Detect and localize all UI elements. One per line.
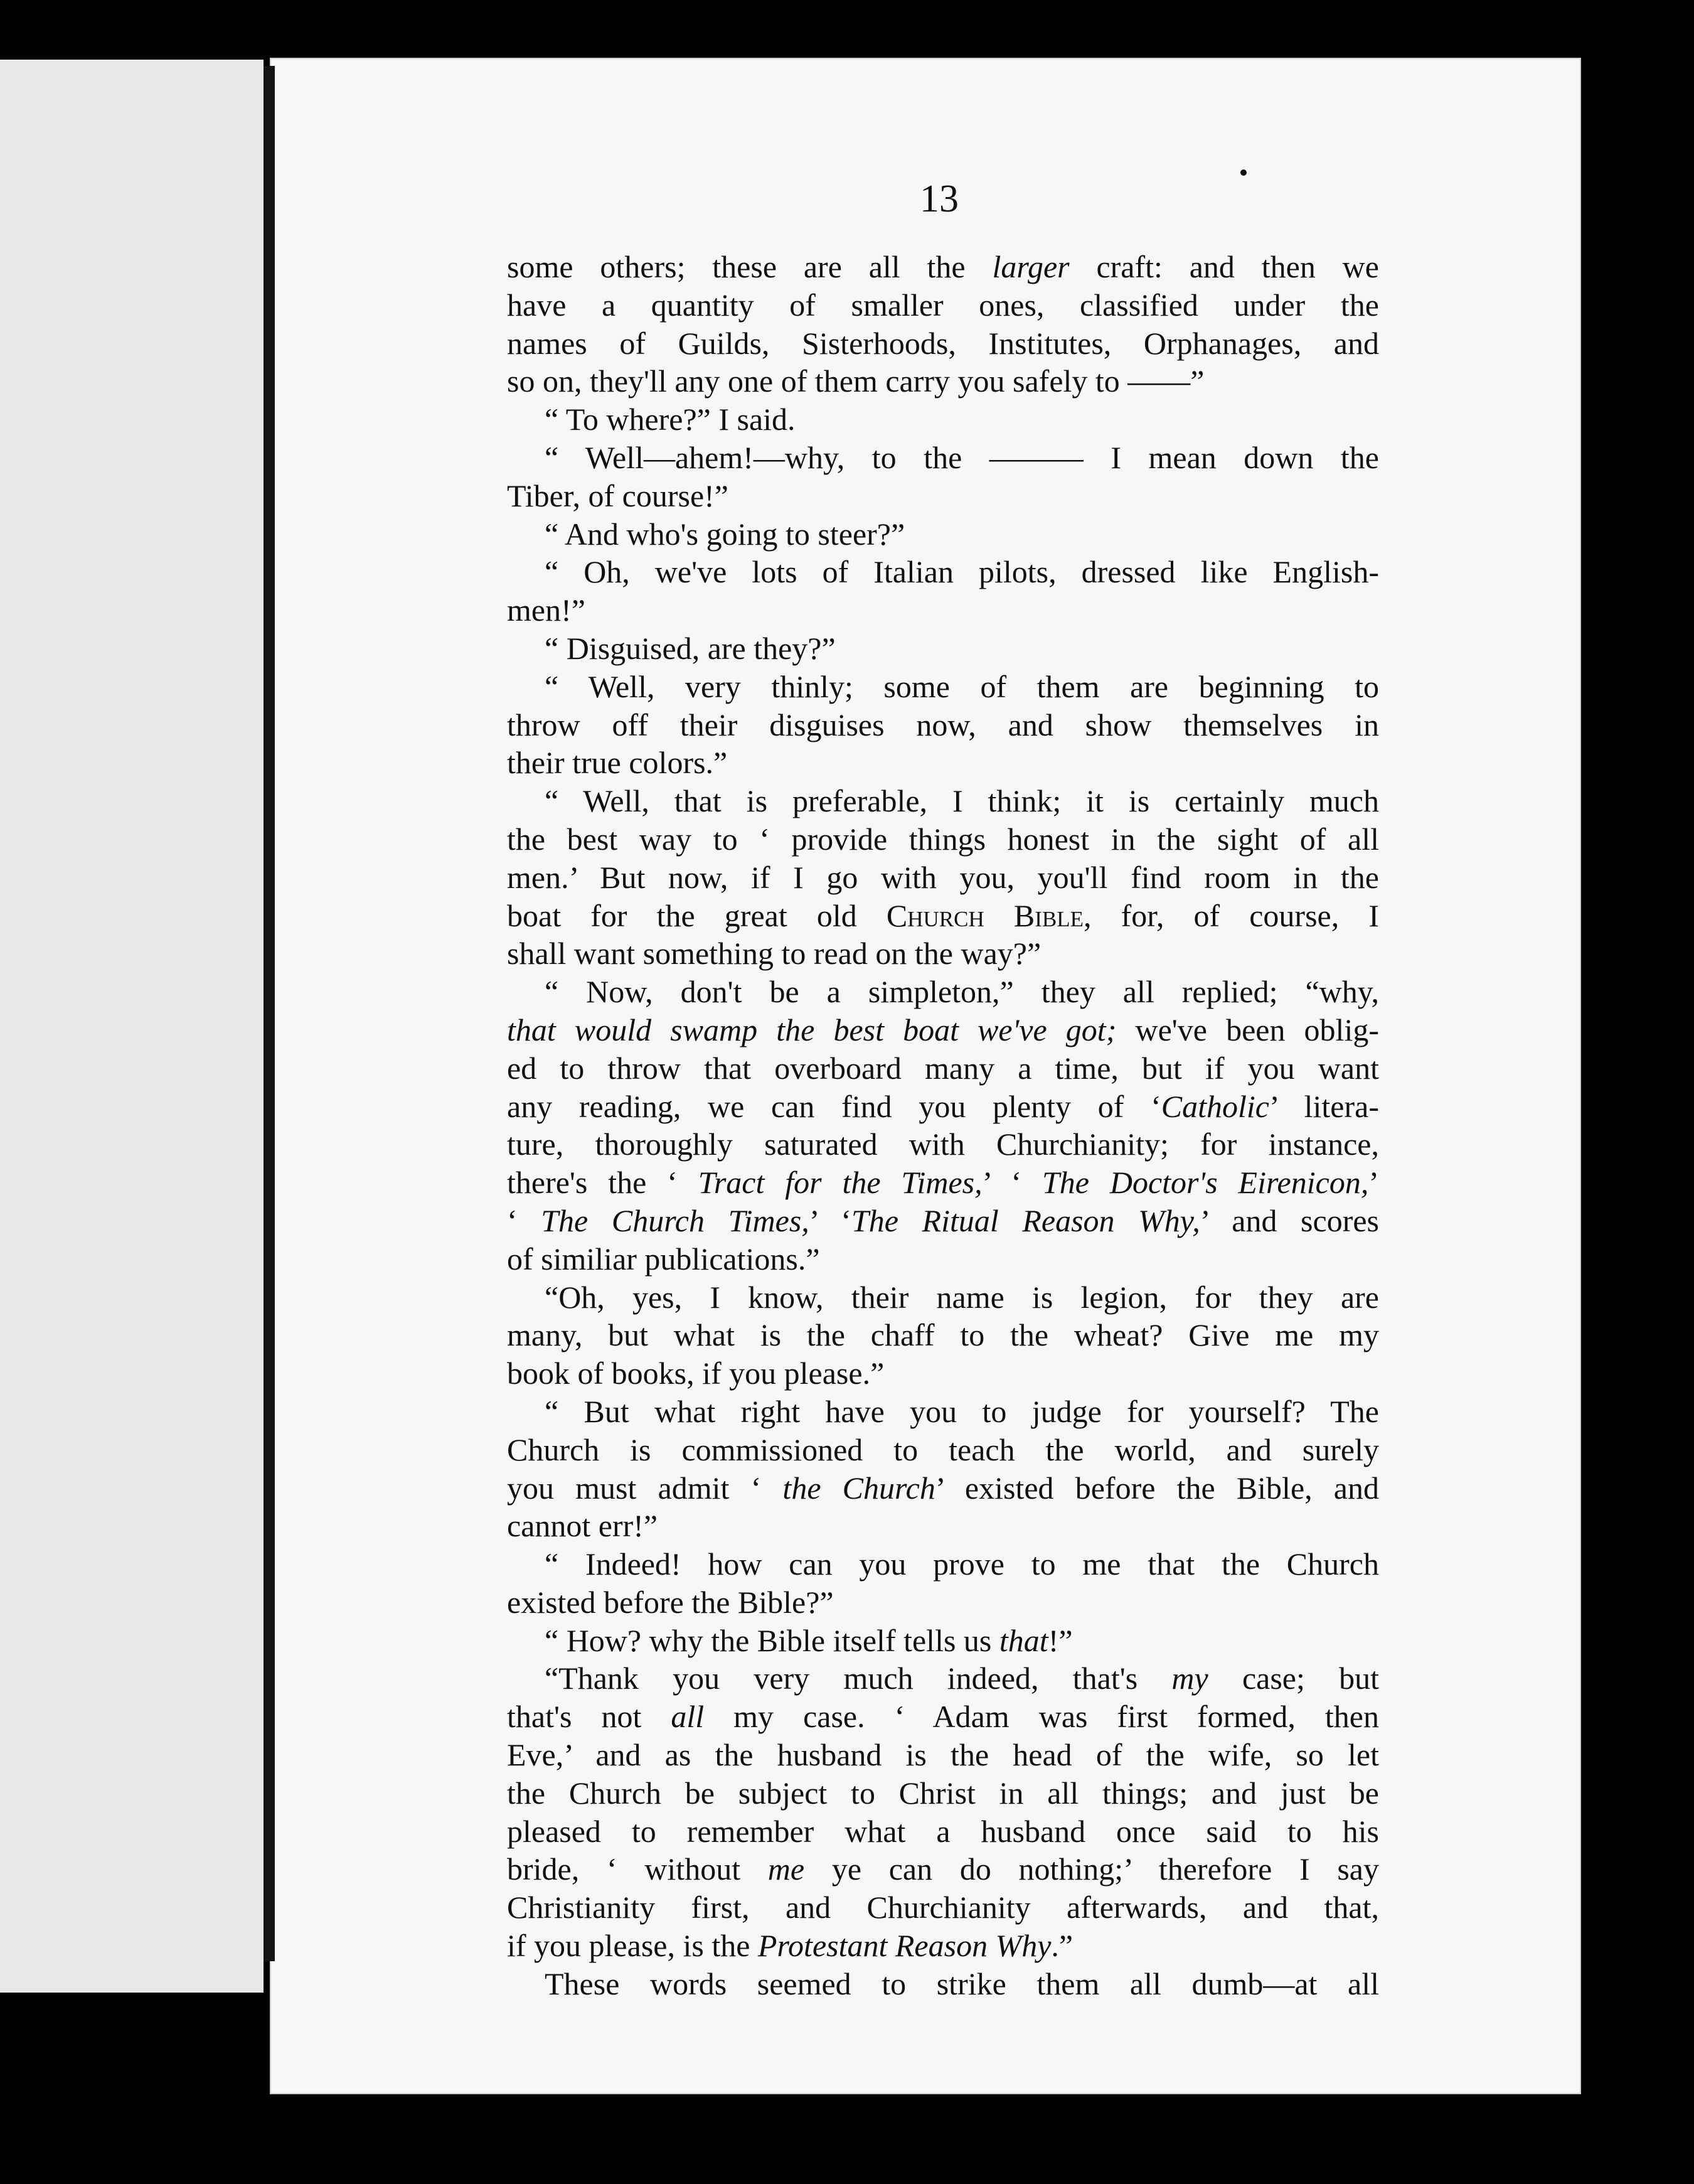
text-segment: “ How? why the Bible itself tells us bbox=[545, 1622, 999, 1658]
text-line bbox=[507, 629, 1379, 668]
text-segment: my case. ‘ Adam was first formed, then bbox=[704, 1699, 1379, 1735]
text-segment: Eve,’ and as the husband is the head of the wife, so let bbox=[507, 1737, 1379, 1773]
text-segment: “ Oh, we've lots of Italian pilots, dressed like English- bbox=[545, 554, 1379, 590]
italic-text: Protestant Reason Why bbox=[757, 1928, 1052, 1964]
text-line bbox=[507, 400, 1379, 439]
text-segment: throw off their disguises now, and show themselves in bbox=[507, 707, 1379, 742]
text-segment: many, but what is the chaff to the wheat? Give me my bbox=[507, 1317, 1379, 1353]
text-line bbox=[507, 1659, 1379, 1698]
text-line bbox=[507, 1431, 1379, 1469]
text-segment: “Oh, yes, I know, their name is legion, for they are bbox=[545, 1279, 1379, 1315]
text-line bbox=[507, 820, 1379, 859]
text-segment: .” bbox=[1051, 1928, 1073, 1964]
text-segment: have a quantity of smaller ones, classified under the bbox=[507, 287, 1379, 323]
text-line bbox=[507, 248, 1379, 286]
text-line bbox=[507, 362, 1379, 400]
italic-text: Catholic bbox=[1161, 1088, 1269, 1124]
text-segment: we've been oblig- bbox=[1116, 1012, 1379, 1047]
text-segment: any reading, we can find you plenty of ‘ bbox=[507, 1088, 1161, 1124]
page-number: 13 bbox=[920, 178, 959, 220]
text-line bbox=[507, 1583, 1379, 1622]
text-segment: ye can do nothing;’ therefore I say bbox=[804, 1851, 1379, 1887]
italic-text: my bbox=[1171, 1661, 1208, 1696]
text-line bbox=[507, 1774, 1379, 1812]
facing-page-edge bbox=[0, 60, 264, 1993]
text-line bbox=[507, 1202, 1379, 1240]
italic-text: that would swamp the best boat we've got; bbox=[507, 1012, 1117, 1047]
text-segment: Church is commissioned to teach the world, and surely bbox=[507, 1432, 1379, 1467]
text-line bbox=[507, 591, 1379, 629]
text-segment: you must admit ‘ bbox=[507, 1470, 783, 1506]
italic-text: The Ritual Reason Why, bbox=[851, 1202, 1200, 1238]
text-line bbox=[507, 286, 1379, 324]
text-line bbox=[507, 1545, 1379, 1583]
text-segment: the best way to ‘ provide things honest in the sight of all bbox=[507, 821, 1379, 857]
text-segment: book of books, if you please.” bbox=[507, 1356, 885, 1391]
text-segment: !” bbox=[1048, 1622, 1073, 1658]
text-line bbox=[507, 744, 1379, 782]
text-line bbox=[507, 1316, 1379, 1354]
text-segment: so on, they'll any one of them carry you safely to ——” bbox=[507, 363, 1205, 399]
text-segment: ed to throw that overboard many a time, but if you want bbox=[507, 1050, 1379, 1086]
text-segment: “ Now, don't be a simpleton,” they all replied; “why, bbox=[545, 974, 1379, 1010]
text-segment: of similiar publications.” bbox=[507, 1241, 820, 1277]
text-line bbox=[507, 1354, 1379, 1393]
text-segment: names of Guilds, Sisterhoods, Institutes, Orphanages, and bbox=[507, 325, 1379, 361]
text-segment: “ Disguised, are they?” bbox=[545, 630, 836, 666]
italic-text: The Doctor's Eirenicon, bbox=[1041, 1165, 1369, 1201]
italic-text: the Church bbox=[782, 1470, 935, 1506]
text-line bbox=[507, 1469, 1379, 1507]
text-line bbox=[507, 934, 1379, 973]
text-line bbox=[507, 897, 1379, 935]
text-line bbox=[507, 553, 1379, 591]
text-segment: existed before the Bible?” bbox=[507, 1584, 834, 1620]
text-line bbox=[507, 324, 1379, 363]
text-line bbox=[507, 859, 1379, 897]
text-segment: pleased to remember what a husband once said to his bbox=[507, 1813, 1379, 1849]
italic-text: me bbox=[767, 1851, 805, 1887]
text-segment: ’ and scores bbox=[1200, 1202, 1379, 1238]
italic-text: all bbox=[671, 1699, 705, 1735]
text-segment: ’ ‘ bbox=[982, 1165, 1042, 1201]
text-segment: their true colors.” bbox=[507, 745, 728, 781]
italic-text: The Church Times, bbox=[541, 1202, 809, 1238]
small-caps-text: Church Bible bbox=[886, 897, 1084, 933]
text-line bbox=[507, 1812, 1379, 1851]
text-line bbox=[507, 1507, 1379, 1545]
text-segment: ’ litera- bbox=[1269, 1088, 1379, 1124]
italic-text: Tract for the Times, bbox=[698, 1165, 983, 1201]
italic-text: that bbox=[999, 1622, 1048, 1658]
text-segment: men.’ But now, if I go with you, you'll find room in the bbox=[507, 859, 1379, 895]
text-segment: Tiber, of course!” bbox=[507, 478, 729, 513]
text-segment: craft: and then we bbox=[1069, 249, 1379, 284]
text-segment: that's not bbox=[507, 1699, 671, 1735]
text-line bbox=[507, 1888, 1379, 1927]
text-segment: “ Indeed! how can you prove to me that the Church bbox=[545, 1546, 1379, 1582]
text-line bbox=[507, 1164, 1379, 1202]
text-line bbox=[507, 1088, 1379, 1126]
text-segment: boat for the great old bbox=[507, 897, 887, 933]
ink-speck bbox=[1240, 169, 1247, 176]
text-line bbox=[507, 1278, 1379, 1317]
text-segment: “ And who's going to steer?” bbox=[545, 516, 905, 552]
text-line bbox=[507, 782, 1379, 820]
text-segment: ‘ bbox=[507, 1202, 541, 1238]
text-segment: cannot err!” bbox=[507, 1508, 658, 1544]
text-segment: men!” bbox=[507, 592, 585, 628]
body-text bbox=[507, 248, 1379, 2003]
text-line bbox=[507, 668, 1379, 706]
text-line bbox=[507, 973, 1379, 1011]
text-line bbox=[507, 1240, 1379, 1278]
text-segment: ture, thoroughly saturated with Churchianity; for instance, bbox=[507, 1127, 1379, 1162]
text-segment: These words seemed to strike them all dumb—at all bbox=[545, 1966, 1379, 2001]
text-line bbox=[507, 515, 1379, 554]
text-line bbox=[507, 477, 1379, 515]
text-segment: “ Well, that is preferable, I think; it is certainly much bbox=[545, 783, 1379, 819]
text-line bbox=[507, 1927, 1379, 1965]
text-segment: ’ bbox=[1368, 1165, 1379, 1201]
text-line bbox=[507, 1622, 1379, 1660]
text-segment: if you please, is the bbox=[507, 1928, 758, 1964]
text-line bbox=[507, 1011, 1379, 1049]
text-segment: case; but bbox=[1208, 1661, 1379, 1696]
text-segment: some others; these are all the bbox=[507, 249, 993, 284]
text-segment: “ Well, very thinly; some of them are beginning to bbox=[545, 668, 1379, 704]
text-line bbox=[507, 1698, 1379, 1736]
text-segment: ’ existed before the Bible, and bbox=[935, 1470, 1380, 1506]
text-segment: “ Well—ahem!—why, to the ——— I mean down the bbox=[545, 439, 1379, 475]
italic-text: larger bbox=[992, 249, 1070, 284]
text-segment: “ To where?” I said. bbox=[545, 402, 796, 437]
text-segment: Christianity first, and Churchianity afterwards, and that, bbox=[507, 1890, 1379, 1925]
text-line bbox=[507, 1393, 1379, 1431]
text-segment: , for, of course, I bbox=[1083, 897, 1379, 933]
text-line bbox=[507, 1965, 1379, 2003]
text-line bbox=[507, 1736, 1379, 1774]
text-line bbox=[507, 439, 1379, 477]
text-segment: bride, ‘ without bbox=[507, 1851, 768, 1887]
text-segment: shall want something to read on the way?” bbox=[507, 936, 1041, 972]
text-line bbox=[507, 1049, 1379, 1088]
text-segment: ’ ‘ bbox=[809, 1202, 851, 1238]
page-binding bbox=[264, 66, 275, 1961]
text-segment: there's the ‘ bbox=[507, 1165, 698, 1201]
text-segment: the Church be subject to Christ in all things; and just be bbox=[507, 1775, 1379, 1811]
text-segment: “Thank you very much indeed, that's bbox=[545, 1661, 1172, 1696]
text-line bbox=[507, 1850, 1379, 1888]
text-line bbox=[507, 706, 1379, 744]
text-line bbox=[507, 1125, 1379, 1164]
text-segment: “ But what right have you to judge for yourself? The bbox=[545, 1393, 1379, 1429]
